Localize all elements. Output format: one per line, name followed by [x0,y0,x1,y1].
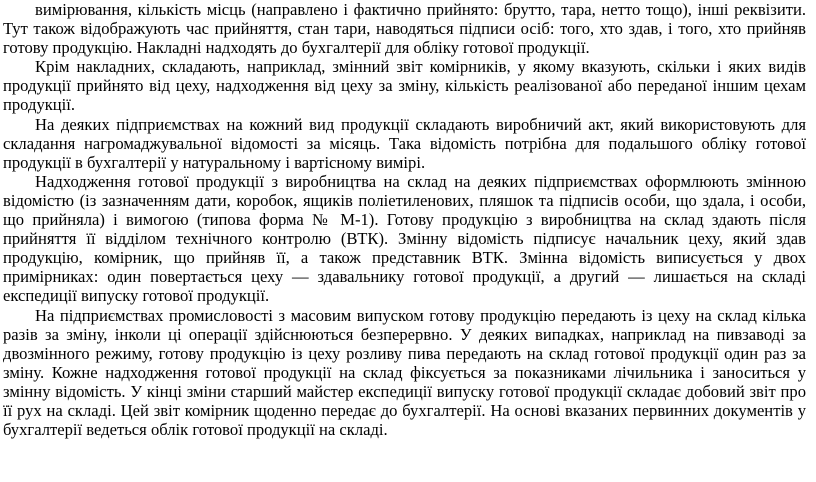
paragraph-3: На деяких підприємствах на кожний вид продукції складають виробничий акт, який використовують для складання нагромаджувальної відомості за місяць. Така відомість потрібна для подальшого обліку готової продукції в бухгалтерії у натуральному і вартісному вимірі. [3,114,806,172]
paragraph-5: На підприємствах промисловості з масовим випуском готову продукцію передають із цеху на склад кілька разів за зміну, інколи ці операції здійснюються безперервно. У деяких випадках, наприклад на пивзаводі за двозмінного режиму, готову продукцію із цеху розливу пива передають на склад готової продукції один раз за зміну. Кожне надходження готової продукції на склад фіксується за показниками лічильника і заноситься у змінну відомість. У кінці зміни старший майстер експедиції випуску готової продукції складає добовий звіт про її рух на складі. Цей звіт комірник щоденно передає до бухгалтерії. На основі вказаних первинних документів у бухгалтерії ведеться облік готової продукції на складі. [3,305,806,440]
paragraph-4: Надходження готової продукції з виробництва на склад на деяких підприємствах оформлюють змінною відомістю (із зазначенням дати, коробок, ящиків поліетиленових, пляшок та підписів особи, що здала, і особи, що прийняла) і вимогою (типова форма № М-1). Готову продукцію з виробництва на склад здають після прийняття її відділом технічного контролю (ВТК). Змінну відомість підписує начальник цеху, який здав продукцію, комірник, що прийняв її, а також представник ВТК. Змінна відомість виписується у двох примірниках: один повертається цеху — здавальнику готової продукції, а другий — лишається на складі експедиції випуску готової продукції. [3,171,806,306]
paragraph-2: Крім накладних, складають, наприклад, змінний звіт комірників, у якому вказують, скільки і яких видів продукції прийнято від цеху, надходження від цеху за зміну, кількість реалізованої або переданої іншим цехам продукції. [3,57,806,115]
paragraph-1: вимірювання, кількість місць (направлено і фактично прийнято: брутто, тара, нетто тощо), інші реквізити. Тут також відображують час прийняття, стан тари, наводяться підписи осіб: того, хто здав, і того, хто прийняв готову продукцію. Накладні надходять до бухгалтерії для обліку готової продукції. [3,0,806,58]
